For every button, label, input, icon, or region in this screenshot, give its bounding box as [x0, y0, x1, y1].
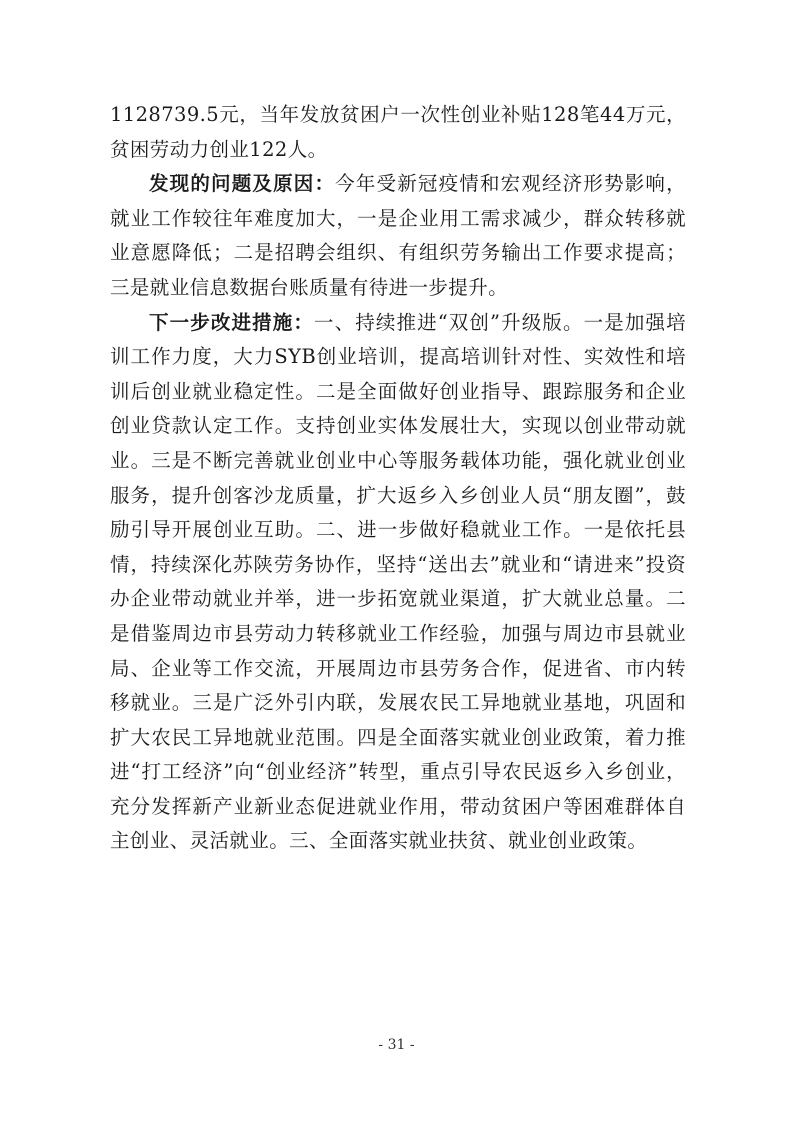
paragraph-problems: [110, 167, 686, 305]
paragraph-continuation: [110, 98, 686, 167]
paragraph-text: 今年受新冠疫情和宏观经济形势影响，就业工作较往年难度加大，一是企业用工需求减少，群众转移就业意愿降低；二是招聘会组织、有组织劳务输出工作要求提高；三是就业信息数据台账质量有待进一步提升。: [110, 172, 686, 299]
document-body: [110, 98, 686, 859]
paragraph-heading: 下一步改进措施：: [149, 310, 314, 334]
page-number: - 31 -: [378, 1037, 415, 1053]
paragraph-text: 1128739.5元，当年发放贫困户一次性创业补贴128笔44万元，贫困劳动力创业122人。: [110, 103, 686, 161]
paragraph-measures: [110, 306, 686, 860]
paragraph-heading: 发现的问题及原因：: [149, 172, 336, 196]
paragraph-text: 一、持续推进“双创”升级版。一是加强培训工作力度，大力SYB创业培训，提高培训针对性、实效性和培训后创业就业稳定性。二是全面做好创业指导、跟踪服务和企业创业贷款认定工作。支持创业实体发展壮大，实现以创业带动就业。三是不断完善就业创业中心等服务载体功能，强化就业创业服务，提升创客沙龙质量，扩大返乡入乡创业人员“朋友圈”，鼓励引导开展创业互助。二、进一步做好稳就业工作。一是依托县情，持续深化苏陕劳务协作，坚持“送出去”就业和“请进来”投资办企业带动就业并举，进一步拓宽就业渠道，扩大就业总量。二是借鉴周边市县劳动力转移就业工作经验，加强与周边市县就业局、企业等工作交流，开展周边市县劳务合作，促进省、市内转移就业。三是广泛外引内联，发展农民工异地就业基地，巩固和扩大农民工异地就业范围。四是全面落实就业创业政策，着力推进“打工经济”向“创业经济”转型，重点引导农民返乡入乡创业，充分发挥新产业新业态促进就业作用，带动贫困户等困难群体自主创业、灵活就业。三、全面落实就业扶贫、就业创业政策。: [110, 310, 687, 853]
